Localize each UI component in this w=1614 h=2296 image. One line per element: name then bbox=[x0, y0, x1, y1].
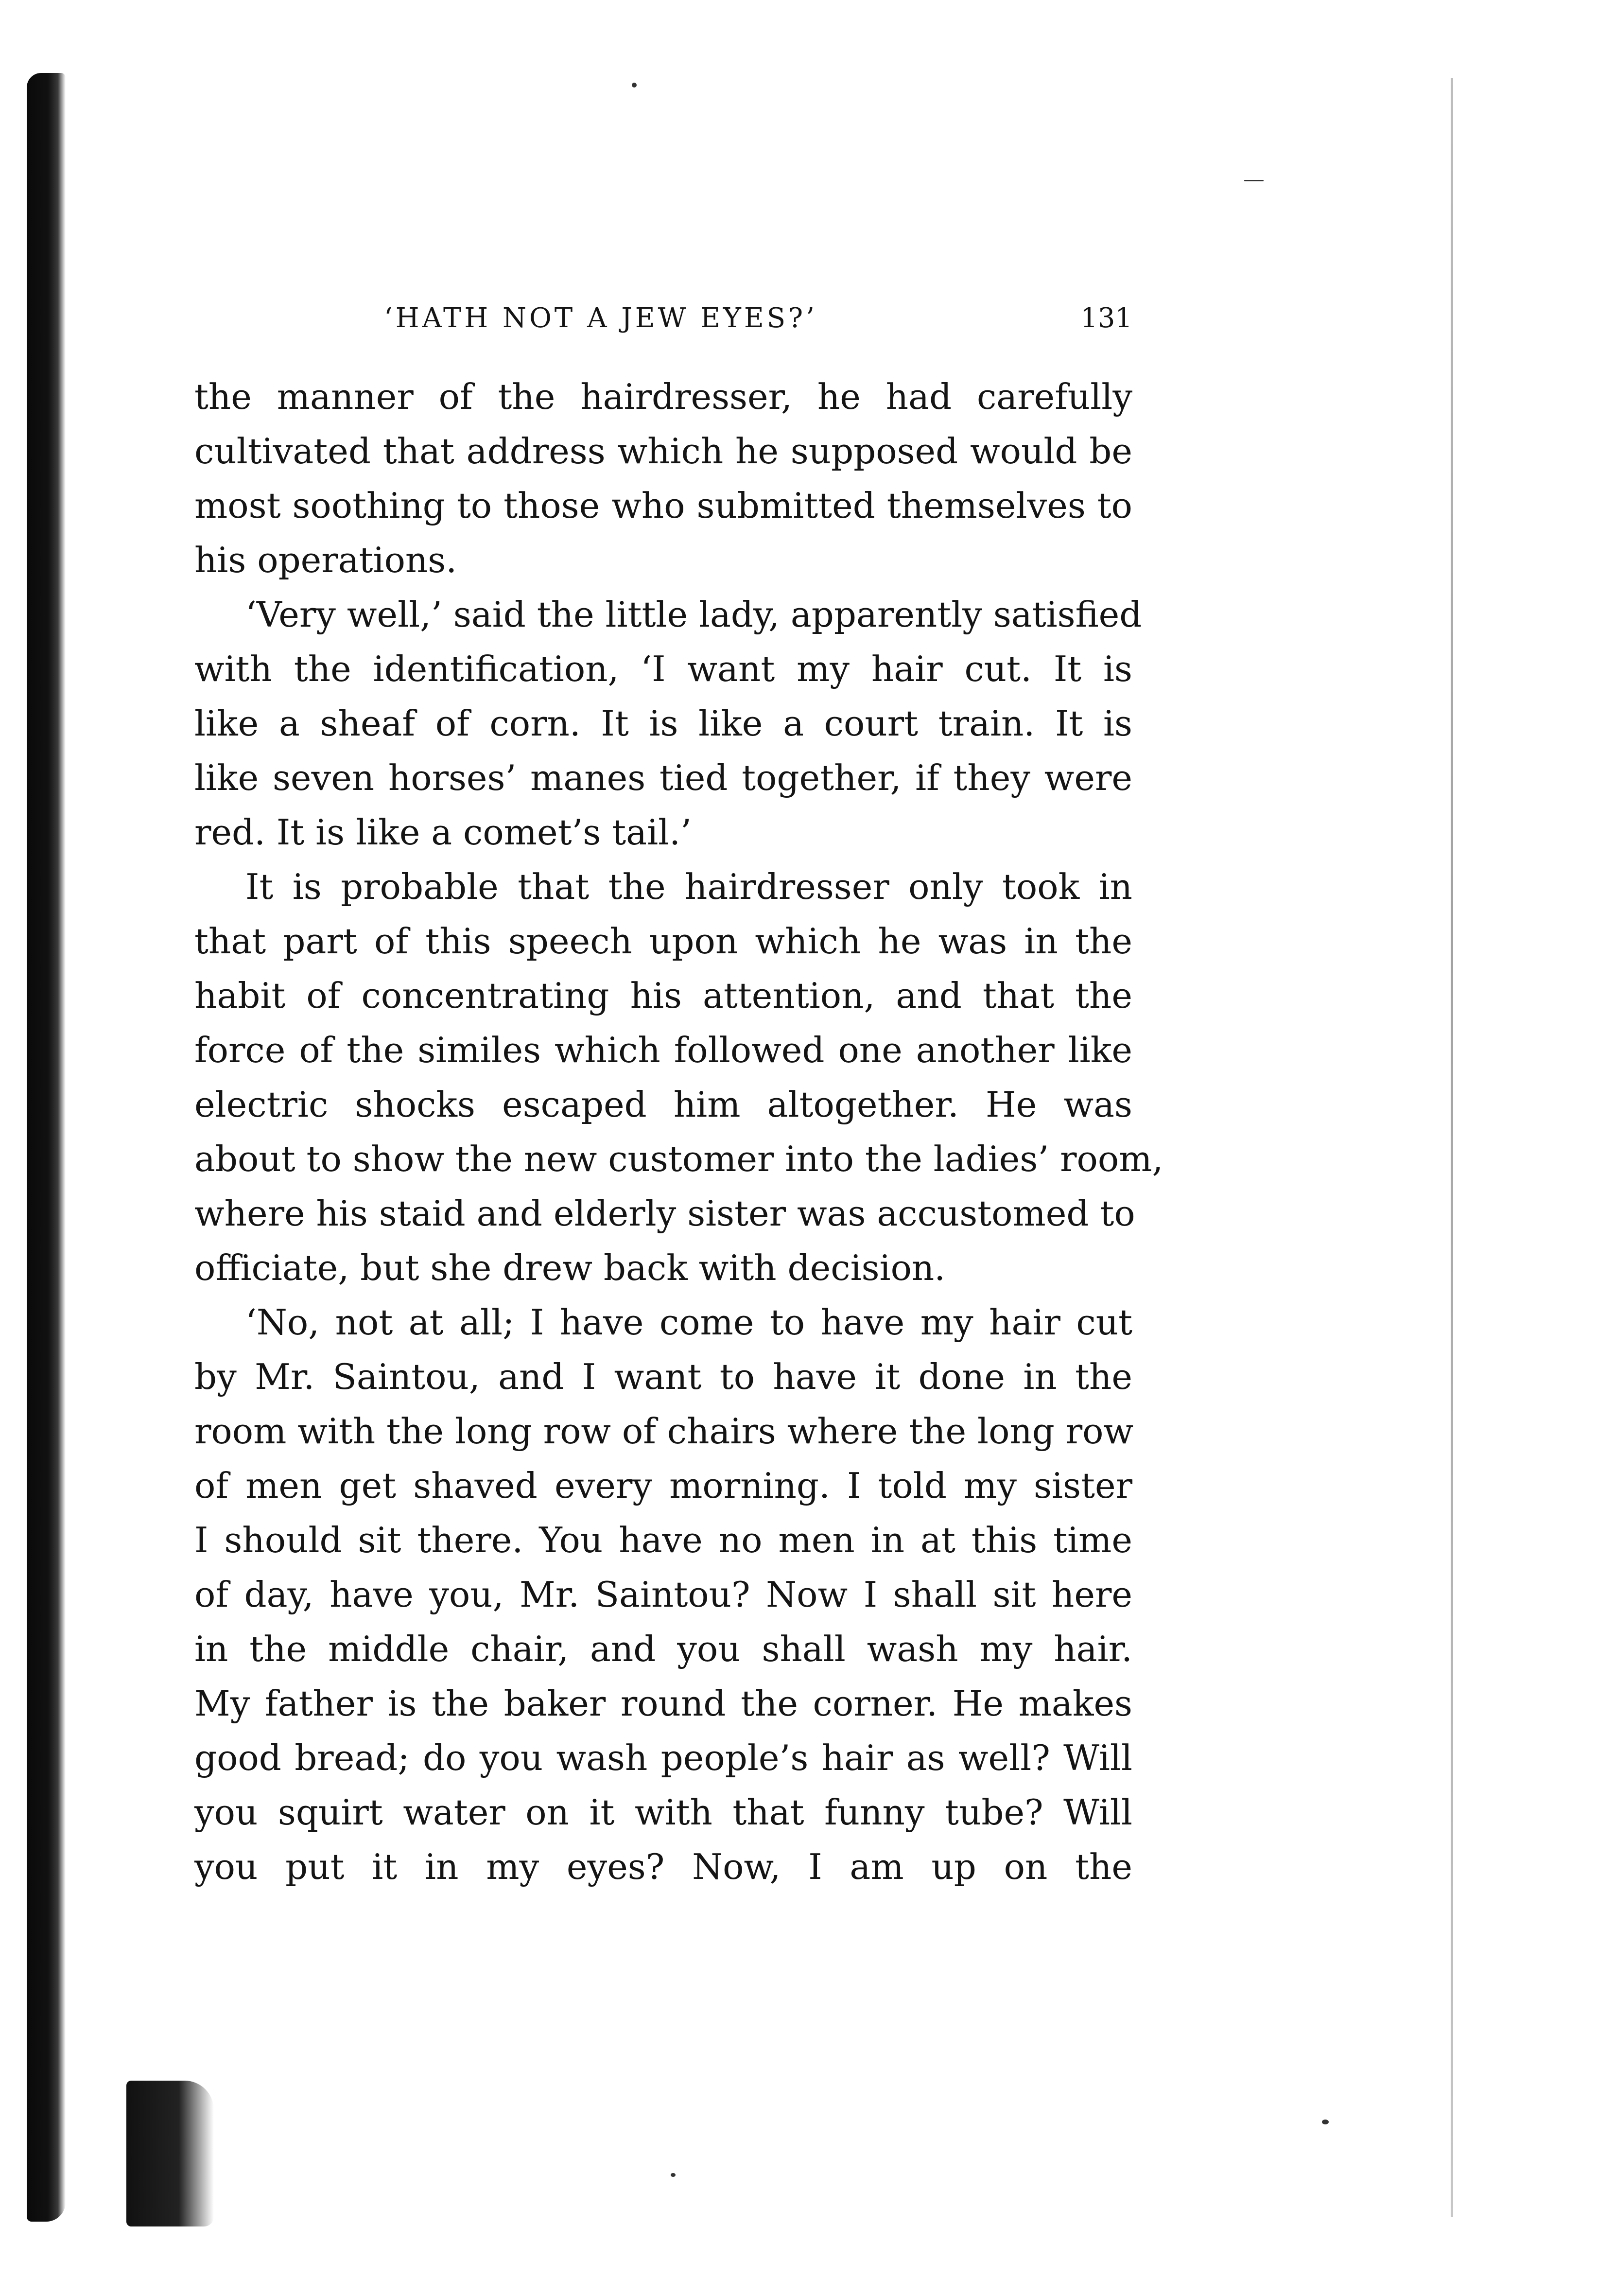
text-line: where his staid and elderly sister was accustomed to bbox=[194, 1193, 1135, 1234]
text-line: My father is the baker round the corner. He makes bbox=[194, 1683, 1132, 1724]
text-line: you put it in my eyes? Now, I am up on the bbox=[194, 1846, 1132, 1887]
page-edge-line bbox=[1451, 78, 1453, 2217]
text-line: cultivated that address which he supposed would be bbox=[194, 431, 1132, 472]
text-line: force of the similes which followed one another like bbox=[194, 1030, 1132, 1070]
text-line: good bread; do you wash people’s hair as well? Will bbox=[194, 1737, 1132, 1778]
binding-shadow-lower bbox=[126, 2081, 214, 2226]
running-head bbox=[194, 302, 1132, 351]
text-line: I should sit there. You have no men in at this time bbox=[194, 1520, 1132, 1560]
text-line: you squirt water on it with that funny tube? Will bbox=[194, 1792, 1132, 1833]
text-line: with the identification, ‘I want my hair cut. It is bbox=[194, 648, 1132, 689]
text-line: by Mr. Saintou, and I want to have it done in the bbox=[194, 1356, 1132, 1397]
text-line: the manner of the hairdresser, he had carefully bbox=[194, 376, 1132, 417]
text-line: his operations. bbox=[194, 540, 457, 580]
scan-speck bbox=[671, 2173, 676, 2177]
binding-shadow bbox=[27, 73, 66, 2222]
text-line: It is probable that the hairdresser only took in bbox=[245, 866, 1132, 907]
page-number: 131 bbox=[1080, 302, 1132, 334]
text-line: ‘No, not at all; I have come to have my hair cut bbox=[245, 1302, 1132, 1343]
text-line: that part of this speech upon which he was in the bbox=[194, 921, 1132, 962]
running-head-title: ‘HATH NOT A JEW EYES?’ bbox=[384, 302, 817, 334]
scan-speck bbox=[632, 83, 637, 88]
text-line: of day, have you, Mr. Saintou? Now I shall sit here bbox=[194, 1574, 1132, 1615]
text-line: electric shocks escaped him altogether. He was bbox=[194, 1084, 1132, 1125]
text-line: habit of concentrating his attention, and that the bbox=[194, 975, 1132, 1016]
text-line: of men get shaved every morning. I told my sister bbox=[194, 1465, 1132, 1506]
text-line: room with the long row of chairs where the long row bbox=[194, 1411, 1134, 1452]
text-line: red. It is like a comet’s tail.’ bbox=[194, 812, 692, 853]
text-line: in the middle chair, and you shall wash my hair. bbox=[194, 1629, 1132, 1669]
text-line: like a sheaf of corn. It is like a court train. It is bbox=[194, 703, 1132, 744]
scan-speck bbox=[1322, 2120, 1329, 2124]
text-line: ‘Very well,’ said the little lady, apparently satisfied bbox=[245, 594, 1142, 635]
text-line: about to show the new customer into the ladies’ room, bbox=[194, 1139, 1163, 1179]
text-line: most soothing to those who submitted themselves to bbox=[194, 485, 1132, 526]
body-text bbox=[194, 369, 1163, 1894]
text-line: officiate, but she drew back with decision. bbox=[194, 1247, 946, 1288]
text-line: like seven horses’ manes tied together, if they were bbox=[194, 757, 1132, 798]
scan-speck bbox=[1244, 180, 1264, 181]
